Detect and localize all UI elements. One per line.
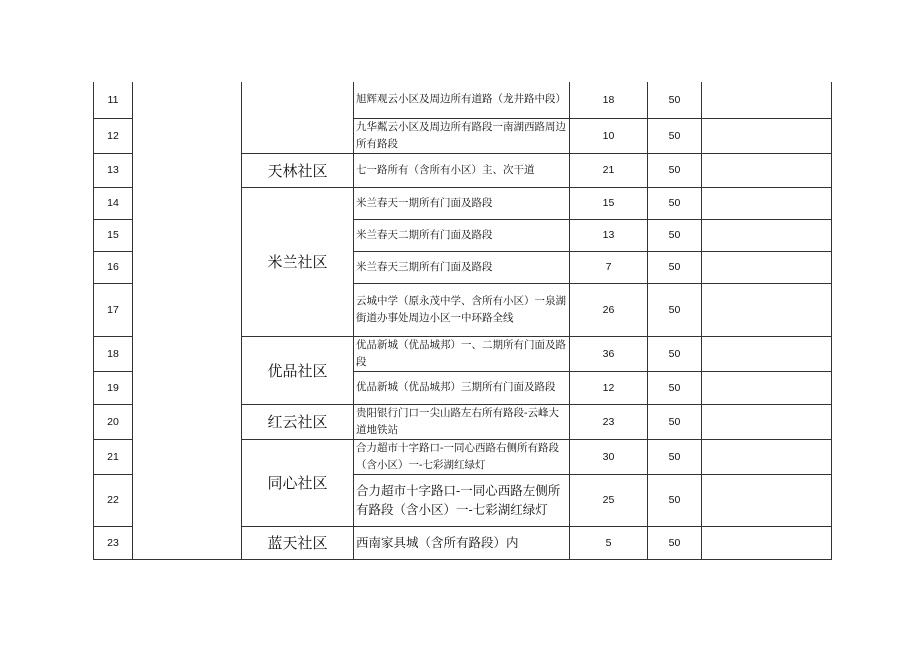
- remark-cell: [702, 526, 832, 559]
- table-row: [94, 82, 832, 118]
- road-description: 合力超市十字路口-一同心西路右侧所有路段（含小区）一-七彩湖红绿灯: [354, 439, 570, 474]
- community-name: 天林社区: [242, 153, 354, 187]
- road-description: 九华粼云小区及周边所有路段一南湖西路周边所有路段: [354, 118, 570, 153]
- community-name: 优品社区: [242, 336, 354, 404]
- road-description: 优品新城（优品城邦）三期所有门面及路段: [354, 371, 570, 404]
- row-number: 16: [94, 251, 133, 283]
- count-cell: 18: [570, 82, 648, 118]
- row-number: 23: [94, 526, 133, 559]
- district-cell: [133, 82, 242, 559]
- road-description: 优品新城（优品城邦）一、二期所有门面及路段: [354, 336, 570, 371]
- remark-cell: [702, 404, 832, 439]
- remark-cell: [702, 283, 832, 336]
- remark-cell: [702, 474, 832, 526]
- count-cell: 7: [570, 251, 648, 283]
- score-cell: 50: [648, 118, 702, 153]
- road-description: 合力超市十字路口-一同心西路左侧所有路段（含小区）一-七彩湖红绿灯: [354, 474, 570, 526]
- remark-cell: [702, 153, 832, 187]
- count-cell: 26: [570, 283, 648, 336]
- score-cell: 50: [648, 404, 702, 439]
- road-description: 旭辉观云小区及周边所有道路（龙井路中段）: [354, 82, 570, 118]
- remark-cell: [702, 371, 832, 404]
- road-description: 贵阳银行门口一尖山路左右所有路段-云峰大道地铁站: [354, 404, 570, 439]
- count-cell: 36: [570, 336, 648, 371]
- remark-cell: [702, 82, 832, 118]
- count-cell: 25: [570, 474, 648, 526]
- score-cell: 50: [648, 336, 702, 371]
- remark-cell: [702, 439, 832, 474]
- road-description: 米兰春天一期所有门面及路段: [354, 187, 570, 219]
- row-number: 22: [94, 474, 133, 526]
- score-cell: 50: [648, 474, 702, 526]
- score-cell: 50: [648, 219, 702, 251]
- row-number: 17: [94, 283, 133, 336]
- score-cell: 50: [648, 526, 702, 559]
- road-description: 米兰春天三期所有门面及路段: [354, 251, 570, 283]
- score-cell: 50: [648, 82, 702, 118]
- score-cell: 50: [648, 439, 702, 474]
- remark-cell: [702, 219, 832, 251]
- row-number: 12: [94, 118, 133, 153]
- score-cell: 50: [648, 283, 702, 336]
- row-number: 14: [94, 187, 133, 219]
- row-number: 11: [94, 82, 133, 118]
- count-cell: 10: [570, 118, 648, 153]
- remark-cell: [702, 251, 832, 283]
- score-cell: 50: [648, 187, 702, 219]
- community-name: 红云社区: [242, 404, 354, 439]
- road-description: 米兰春天二期所有门面及路段: [354, 219, 570, 251]
- road-description: 七一路所有（含所有小区）主、次干道: [354, 153, 570, 187]
- score-cell: 50: [648, 371, 702, 404]
- count-cell: 21: [570, 153, 648, 187]
- community-cell-blank: [242, 82, 354, 153]
- row-number: 18: [94, 336, 133, 371]
- count-cell: 15: [570, 187, 648, 219]
- road-description: 西南家具城（含所有路段）内: [354, 526, 570, 559]
- road-assignment-table: [93, 82, 832, 560]
- community-name: 同心社区: [242, 439, 354, 526]
- row-number: 15: [94, 219, 133, 251]
- row-number: 20: [94, 404, 133, 439]
- row-number: 13: [94, 153, 133, 187]
- road-description: 云城中学（原永茂中学、含所有小区）一泉湖街道办事处周边小区一中环路全线: [354, 283, 570, 336]
- count-cell: 5: [570, 526, 648, 559]
- row-number: 21: [94, 439, 133, 474]
- remark-cell: [702, 118, 832, 153]
- count-cell: 23: [570, 404, 648, 439]
- community-name: 蓝天社区: [242, 526, 354, 559]
- count-cell: 13: [570, 219, 648, 251]
- score-cell: 50: [648, 251, 702, 283]
- remark-cell: [702, 187, 832, 219]
- score-cell: 50: [648, 153, 702, 187]
- remark-cell: [702, 336, 832, 371]
- count-cell: 12: [570, 371, 648, 404]
- community-name: 米兰社区: [242, 187, 354, 336]
- count-cell: 30: [570, 439, 648, 474]
- row-number: 19: [94, 371, 133, 404]
